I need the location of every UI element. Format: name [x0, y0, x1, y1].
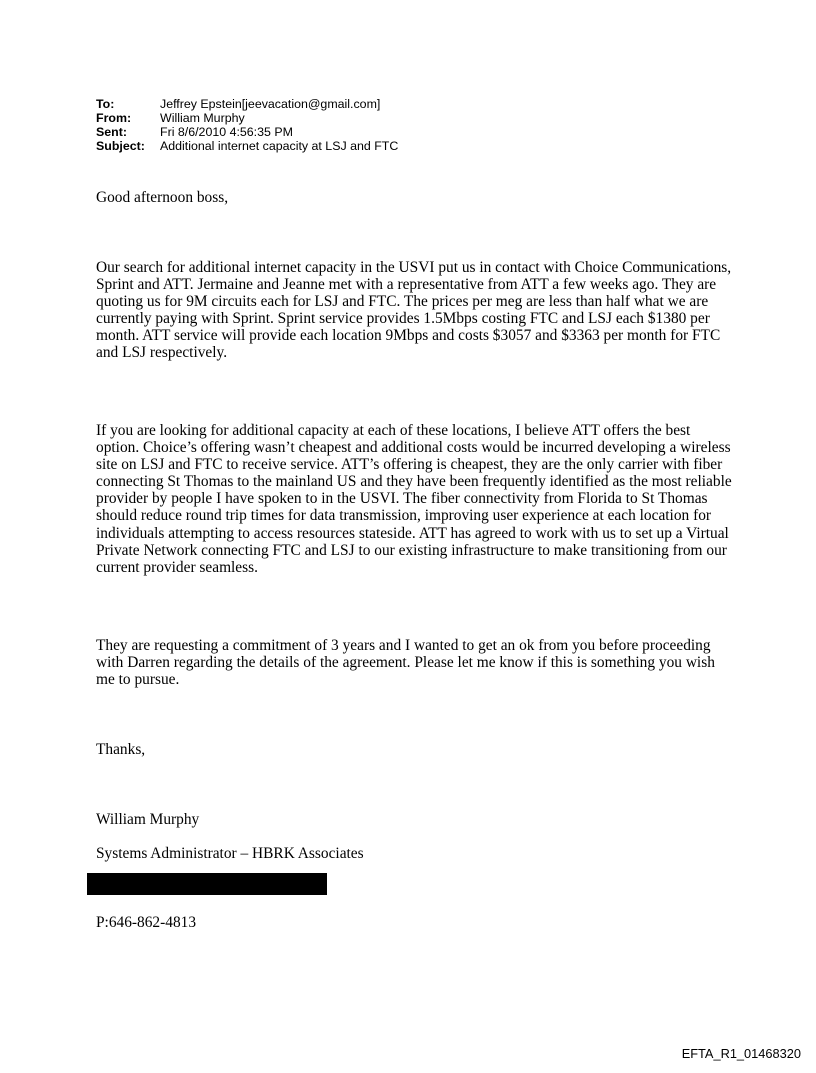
to-value: Jeffrey Epstein[jeevacation@gmail.com]	[160, 97, 381, 111]
signature-name: William Murphy	[96, 811, 200, 828]
paragraph-2: If you are looking for additional capacity at each of these locations, I believe ATT offers the best option. Choice’s offering wasn’t cheapest and additional costs would be incurred developing a wireless site on LSJ and FTC to receive service. ATT’s offering is cheapest, they are the only carrier with fiber connecting St Thomas to the mainland US and they have been frequently identified as the most reliable provider by people I have spoken to in the USVI. The fiber connectivity from Florida to St Thomas should reduce round trip times for data transmission, improving user experience at each location for individuals attempting to access resources stateside. ATT has agreed to work with us to set up a Virtual Private Network connecting FTC and LSJ to our existing infrastructure to make transitioning from our current provider seamless.	[96, 422, 732, 576]
closing: Thanks,	[96, 741, 146, 758]
from-value: William Murphy	[160, 111, 245, 125]
sent-value: Fri 8/6/2010 4:56:35 PM	[160, 125, 293, 139]
sent-label: Sent:	[96, 125, 127, 139]
subject-value: Additional internet capacity at LSJ and FTC	[160, 139, 399, 153]
signature-title: Systems Administrator – HBRK Associates	[96, 845, 364, 862]
from-row	[96, 111, 398, 125]
redaction-block	[87, 873, 327, 895]
from-label: From:	[96, 111, 132, 125]
to-row	[96, 97, 398, 111]
greeting: Good afternoon boss,	[96, 189, 229, 206]
document-id: EFTA_R1_01468320	[681, 1046, 801, 1061]
paragraph-1: Our search for additional internet capacity in the USVI put us in contact with Choice Communications, Sprint and ATT. Jermaine and Jeanne met with a representative from ATT a few weeks ago. They are quoting us for 9M circuits each for LSJ and FTC. The prices per meg are less than half what we are currently paying with Sprint. Sprint service provides 1.5Mbps costing FTC and LSJ each $1380 per month. ATT service will provide each location 9Mbps and costs $3057 and $3363 per month for FTC and LSJ respectively.	[96, 259, 732, 362]
subject-row	[96, 139, 398, 153]
paragraph-3: They are requesting a commitment of 3 years and I wanted to get an ok from you before proceeding with Darren regarding the details of the agreement. Please let me know if this is something you wish me to pursue.	[96, 637, 715, 689]
subject-label: Subject:	[96, 139, 145, 153]
to-label: To:	[96, 97, 115, 111]
sent-row	[96, 125, 398, 139]
email-header	[96, 97, 398, 153]
signature-phone: P:646-862-4813	[96, 914, 197, 931]
